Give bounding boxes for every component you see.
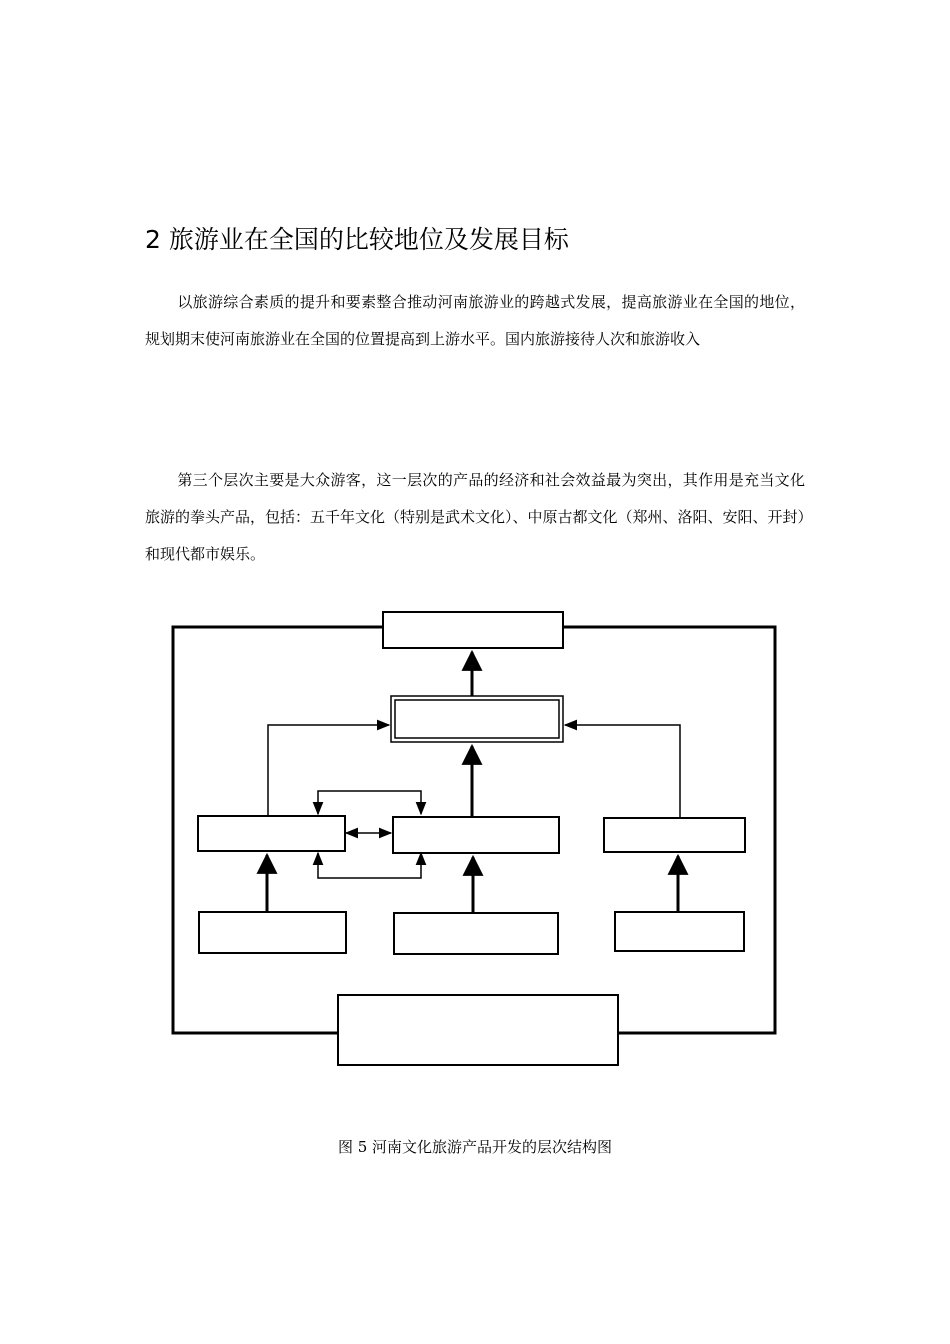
diagram-box-middle-left [198,816,345,851]
arrow-right-to-center [565,725,680,818]
paragraph [145,462,805,573]
hierarchy-diagram [160,600,790,1080]
diagram-box-bottom-center [394,913,558,954]
paragraph-text: 第三个层次主要是大众游客，这一层次的产品的经济和社会效益最为突出，其作用是充当文化旅游的拳头产品，包括：五千年文化（特别是武术文化）、中原古都文化（郑州、洛阳、安阳、开封）和现代都市娱乐。 [145,471,806,563]
diagram-box-middle-right [604,818,745,852]
section-heading: 2 旅游业在全国的比较地位及发展目标 [145,225,569,254]
paragraph [145,284,805,358]
diagram-box-center [391,696,563,742]
diagram-box-bottom-right [615,912,744,951]
arrow-two-way-lower [318,853,421,878]
diagram-box-base [338,995,618,1065]
figure-caption: 图 5 河南文化旅游产品开发的层次结构图 [337,1138,613,1156]
diagram-box-bottom-left [199,912,346,953]
paragraph-text: 以旅游综合素质的提升和要素整合推动河南旅游业的跨越式发展，提高旅游业在全国的地位，规划期末使河南旅游业在全国的位置提高到上游水平。国内旅游接待人次和旅游收入 [145,293,805,348]
diagram-box-middle-center [393,817,559,853]
arrow-left-to-center [268,725,389,816]
arrow-two-way-upper [318,791,421,814]
diagram-box-top [383,612,563,648]
